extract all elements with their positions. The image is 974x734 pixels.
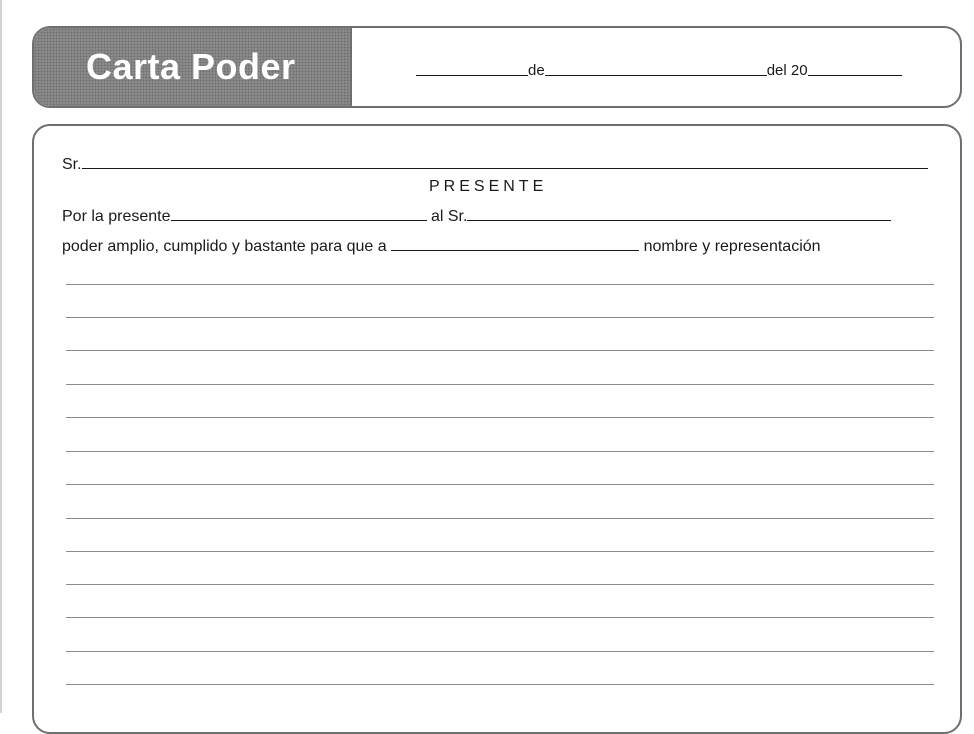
writing-line[interactable] (66, 584, 934, 585)
writing-line[interactable] (66, 651, 934, 652)
document-title: Carta Poder (86, 46, 296, 87)
writing-line[interactable] (66, 551, 934, 552)
writing-line[interactable] (66, 684, 934, 685)
poder-row (62, 238, 821, 256)
presente-heading: PRESENTE (429, 178, 548, 195)
grantee-blank[interactable] (467, 219, 891, 221)
writing-line[interactable] (66, 417, 934, 418)
date-line (416, 62, 902, 79)
por-la-presente-row (62, 208, 891, 226)
date-year-blank[interactable] (808, 74, 902, 76)
representative-blank[interactable] (391, 249, 639, 251)
writing-line[interactable] (66, 350, 934, 351)
sr-row (62, 156, 928, 174)
page-left-edge (0, 0, 2, 713)
writing-line[interactable] (66, 284, 934, 285)
writing-line[interactable] (66, 518, 934, 519)
writing-line[interactable] (66, 317, 934, 318)
date-de-label: de (528, 62, 545, 79)
poder-label: poder amplio, cumplido y bastante para que a (62, 238, 387, 255)
writing-line[interactable] (66, 451, 934, 452)
writing-line[interactable] (66, 384, 934, 385)
date-day-blank[interactable] (416, 74, 528, 76)
sr-label: Sr. (62, 156, 82, 173)
por-la-presente-label: Por la presente (62, 208, 171, 225)
grantor-blank[interactable] (171, 219, 427, 221)
title-panel (34, 28, 352, 106)
writing-line[interactable] (66, 484, 934, 485)
date-del-label: del 20 (766, 62, 808, 79)
date-month-blank[interactable] (545, 74, 767, 76)
writing-line[interactable] (66, 617, 934, 618)
body-box (32, 124, 962, 734)
sr-name-blank[interactable] (82, 167, 928, 169)
header-box (32, 26, 962, 108)
al-sr-label: al Sr. (430, 208, 468, 225)
nombre-label: nombre y representación (643, 238, 821, 255)
